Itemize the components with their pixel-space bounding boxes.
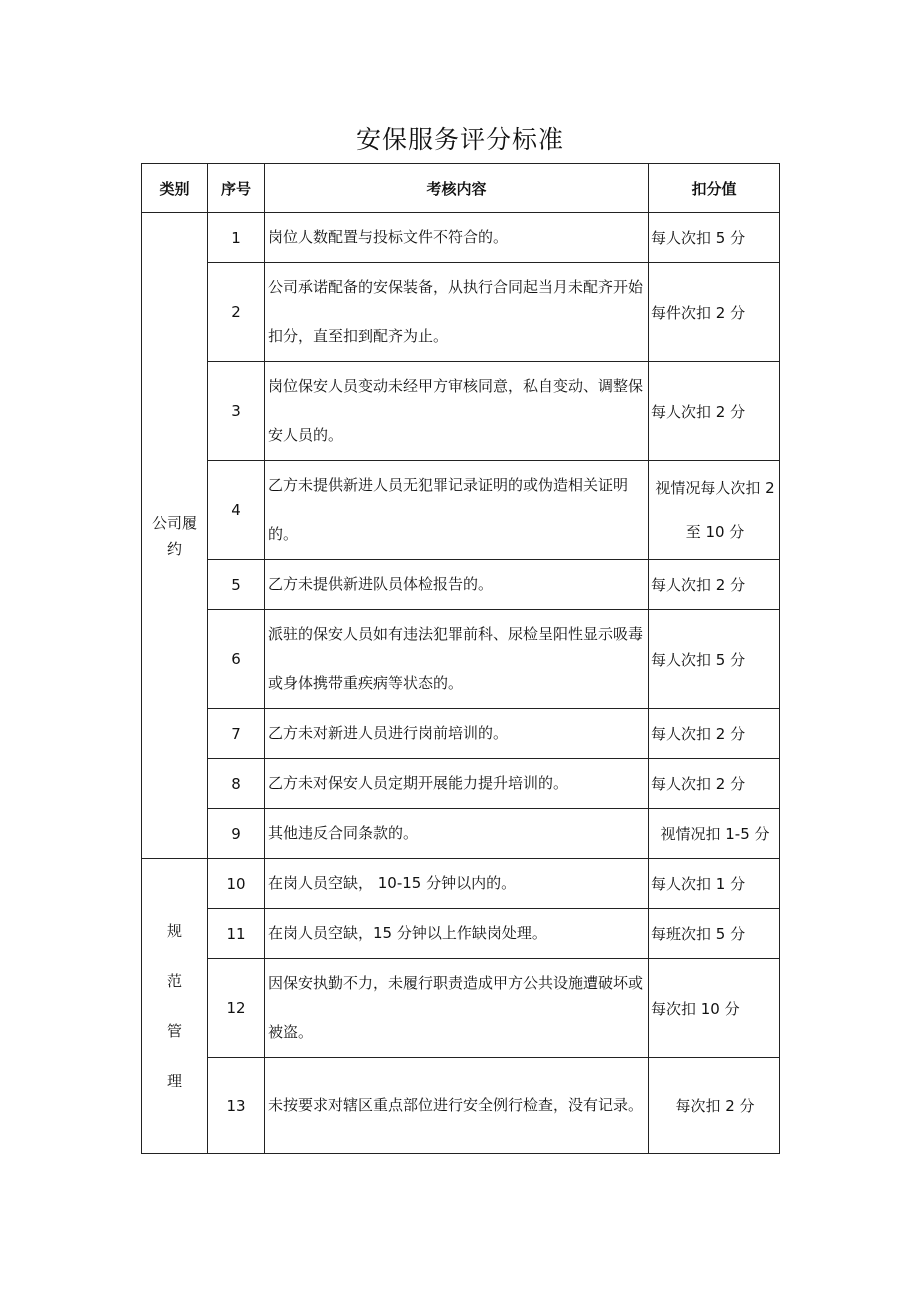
table-row — [142, 362, 780, 461]
category-contract — [142, 213, 208, 859]
row-content: 在岗人员空缺， 10-15 分钟以内的。 — [265, 859, 649, 909]
table-row — [142, 809, 780, 859]
table-row — [142, 909, 780, 959]
row-content: 公司承诺配备的安保装备，从执行合同起当月未配齐开始扣分，直至扣到配齐为止。 — [265, 263, 649, 362]
table-row — [142, 1058, 780, 1154]
row-no: 10 — [208, 859, 265, 909]
row-content: 乙方未提供新进队员体检报告的。 — [265, 560, 649, 610]
table-row — [142, 709, 780, 759]
row-content: 在岗人员空缺，15 分钟以上作缺岗处理。 — [265, 909, 649, 959]
row-deduction: 每人次扣 1 分 — [649, 859, 780, 909]
header-content: 考核内容 — [265, 164, 649, 213]
table-row — [142, 859, 780, 909]
row-no: 7 — [208, 709, 265, 759]
table-row — [142, 263, 780, 362]
row-deduction: 每人次扣 5 分 — [649, 213, 780, 263]
table-row — [142, 461, 780, 560]
row-deduction: 每班次扣 5 分 — [649, 909, 780, 959]
row-no: 8 — [208, 759, 265, 809]
row-deduction: 每次扣 2 分 — [649, 1058, 780, 1154]
row-deduction: 每次扣 10 分 — [649, 959, 780, 1058]
row-no: 12 — [208, 959, 265, 1058]
table-row — [142, 610, 780, 709]
table-row — [142, 560, 780, 610]
row-deduction: 每人次扣 5 分 — [649, 610, 780, 709]
header-deduction: 扣分值 — [649, 164, 780, 213]
row-deduction: 每人次扣 2 分 — [649, 709, 780, 759]
row-no: 11 — [208, 909, 265, 959]
row-no: 2 — [208, 263, 265, 362]
row-no: 5 — [208, 560, 265, 610]
row-content: 岗位保安人员变动未经甲方审核同意，私自变动、调整保安人员的。 — [265, 362, 649, 461]
row-no: 4 — [208, 461, 265, 560]
header-no: 序号 — [208, 164, 265, 213]
row-content: 乙方未对保安人员定期开展能力提升培训的。 — [265, 759, 649, 809]
table-row — [142, 759, 780, 809]
row-deduction: 每人次扣 2 分 — [649, 560, 780, 610]
row-content: 乙方未提供新进人员无犯罪记录证明的或伪造相关证明的。 — [265, 461, 649, 560]
page-title: 安保服务评分标准 — [355, 125, 564, 154]
row-content: 其他违反合同条款的。 — [265, 809, 649, 859]
row-deduction: 每人次扣 2 分 — [649, 759, 780, 809]
row-content: 未按要求对辖区重点部位进行安全例行检查，没有记录。 — [265, 1058, 649, 1154]
category-contract-label: 公司履约 — [151, 513, 197, 558]
category-management-char: 规 — [166, 922, 182, 940]
row-content: 岗位人数配置与投标文件不符合的。 — [265, 213, 649, 263]
row-deduction: 每件次扣 2 分 — [649, 263, 780, 362]
row-no: 6 — [208, 610, 265, 709]
row-content: 乙方未对新进人员进行岗前培训的。 — [265, 709, 649, 759]
header-category: 类别 — [142, 164, 208, 213]
category-management-char: 理 — [166, 1072, 182, 1090]
row-content: 因保安执勤不力，未履行职责造成甲方公共设施遭破坏或被盗。 — [265, 959, 649, 1058]
row-deduction: 视情况每人次扣 2 至 10 分 — [649, 461, 780, 560]
table-row — [142, 959, 780, 1058]
row-content: 派驻的保安人员如有违法犯罪前科、尿检呈阳性显示吸毒或身体携带重疾病等状态的。 — [265, 610, 649, 709]
row-deduction: 视情况扣 1-5 分 — [649, 809, 780, 859]
row-no: 3 — [208, 362, 265, 461]
row-no: 1 — [208, 213, 265, 263]
row-no: 13 — [208, 1058, 265, 1154]
category-management-char: 范 — [166, 972, 182, 990]
category-management — [142, 859, 208, 1154]
row-deduction: 每人次扣 2 分 — [649, 362, 780, 461]
category-management-char: 管 — [166, 1022, 182, 1040]
table-row — [142, 213, 780, 263]
row-no: 9 — [208, 809, 265, 859]
scoring-table — [141, 163, 780, 1154]
table-header-row — [142, 164, 780, 213]
